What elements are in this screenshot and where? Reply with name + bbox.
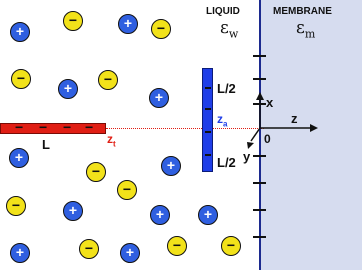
permittivity-water-label: $\varepsilon_w$	[220, 18, 239, 41]
positive-ion: +	[118, 14, 138, 34]
negative-ion: −	[6, 196, 26, 216]
y-axis-arrowhead	[247, 142, 254, 149]
negative-ion: −	[79, 239, 99, 259]
positive-ion: +	[9, 148, 29, 168]
positive-ion: +	[198, 205, 218, 225]
strand-length-label: L	[42, 137, 50, 152]
positive-ion: +	[120, 243, 140, 263]
membrane-label: MEMBRANE	[273, 6, 332, 17]
half-length-bottom-label: L/2	[217, 155, 236, 170]
strand-tip-position-label: $z_t$	[107, 132, 116, 149]
z-axis-arrowhead	[310, 124, 318, 132]
permittivity-membrane-label: $\varepsilon_m$	[296, 18, 316, 41]
origin-label: 0	[264, 132, 271, 146]
negative-ion: −	[11, 69, 31, 89]
x-axis-arrowhead	[256, 92, 264, 100]
negative-ion: −	[98, 70, 118, 90]
negative-ion: −	[86, 162, 106, 182]
negative-ion: −	[117, 180, 137, 200]
positive-ion: +	[149, 88, 169, 108]
positive-ion: +	[63, 201, 83, 221]
positive-ion: +	[161, 156, 181, 176]
negative-ion: −	[167, 236, 187, 256]
positive-ion: +	[10, 243, 30, 263]
z-axis-label: z	[291, 111, 298, 126]
negative-ion: −	[221, 236, 241, 256]
probe-position-label: $z_a$	[217, 112, 228, 129]
strand-charge: −	[63, 119, 72, 135]
y-axis-label: y	[243, 149, 251, 164]
half-length-top-label: L/2	[217, 81, 236, 96]
strand-charge: −	[15, 119, 24, 135]
positive-ion: +	[58, 79, 78, 99]
negative-ion: −	[63, 11, 83, 31]
strand-charge: −	[85, 119, 94, 135]
positive-ion: +	[10, 22, 30, 42]
liquid-label: LIQUID	[206, 6, 240, 17]
positive-ion: +	[150, 205, 170, 225]
y-axis-line	[251, 128, 260, 141]
x-axis-label: x	[266, 95, 274, 110]
strand-charge: −	[39, 119, 48, 135]
negative-ion: −	[151, 19, 171, 39]
